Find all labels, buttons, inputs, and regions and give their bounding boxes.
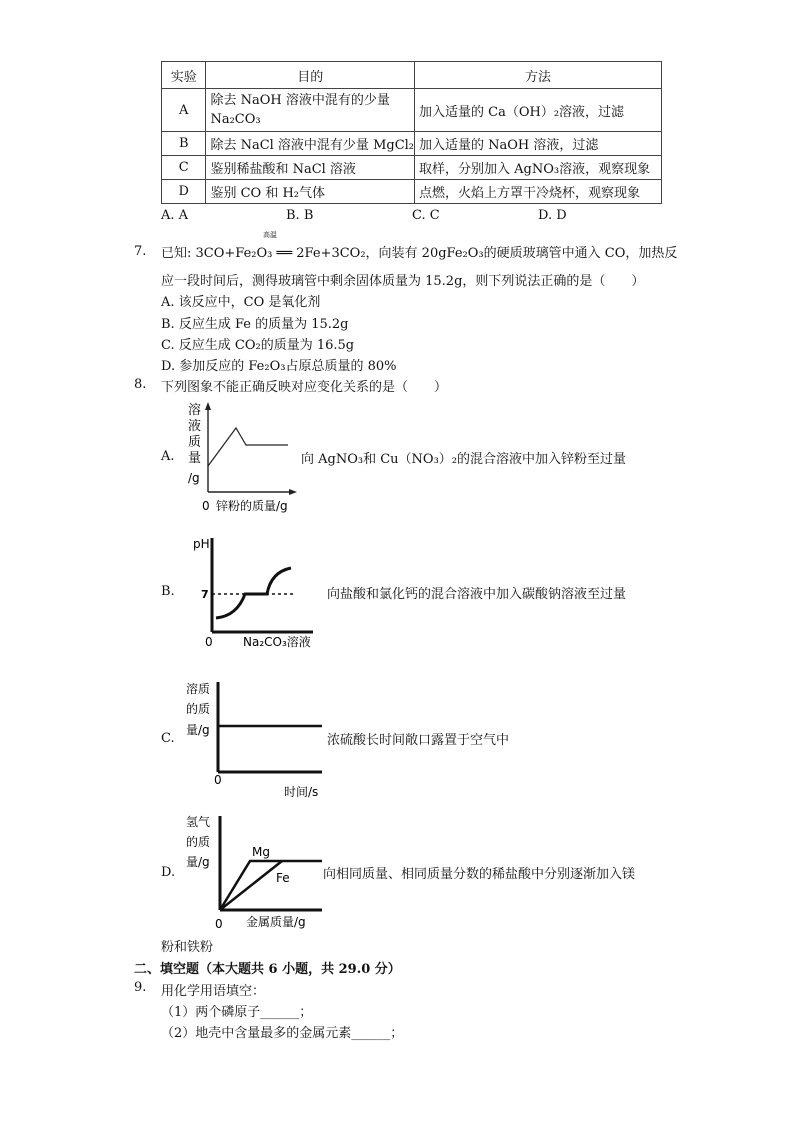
option-label: B. [161, 584, 175, 599]
table-row [162, 156, 662, 180]
origin-label: 0 [205, 635, 213, 649]
table-row [162, 132, 662, 156]
experiment-table [161, 61, 662, 204]
y-axis-label: 溶 [188, 403, 202, 418]
question-stem: 下列图象不能正确反映对应变化关系的是（ ） [161, 380, 448, 395]
y-axis-label: 液 [188, 419, 202, 434]
option-description: 粉和铁粉 [161, 940, 214, 955]
option-description: 向相同质量、相同质量分数的稀盐酸中分别逐渐加入镁 [323, 867, 636, 882]
table-cell-goal: 除去 NaCl 溶液中混有少量 MgCl₂ [206, 132, 415, 156]
table-row [162, 89, 662, 132]
question-number: 8. [134, 377, 147, 392]
question-number: 9. [134, 980, 147, 995]
option-label: A. [161, 449, 175, 464]
y-axis-label: 量 [188, 451, 202, 466]
table-cell-method: 点燃，火焰上方罩干冷烧杯，观察现象 [415, 180, 662, 204]
table-cell-id: C [162, 156, 206, 180]
graph-d [182, 810, 324, 934]
x-axis-label: 金属质量/g [246, 915, 306, 929]
table-cell-method: 加入适量的 NaOH 溶液，过滤 [415, 132, 662, 156]
y-arrow [205, 402, 211, 410]
table-cell-id: B [162, 132, 206, 156]
origin-label: 0 [215, 917, 223, 931]
section-heading: 二、填空题（本大题共 6 小题，共 29.0 分） [134, 962, 401, 977]
curve [216, 568, 291, 618]
y-axis-label: pH [193, 537, 210, 551]
table-header: 方法 [415, 62, 662, 89]
option-description: 浓硫酸长时间敞口露置于空气中 [327, 733, 510, 748]
table-cell-id: D [162, 180, 206, 204]
option: B. B [286, 208, 314, 223]
fill-item: （1）两个磷原子______； [161, 1005, 313, 1020]
table-cell-method: 取样，分别加入 AgNO₃溶液，观察现象 [415, 156, 662, 180]
table-header: 目的 [206, 62, 415, 89]
origin-label: 0 [202, 499, 210, 513]
table-cell-goal: 鉴别稀盐酸和 NaCl 溶液 [206, 156, 415, 180]
y-axis-label: 量/g [186, 723, 210, 737]
reaction-condition: 高温 [263, 231, 277, 239]
option-description: 向 AgNO₃和 Cu（NO₃）₂的混合溶液中加入锌粉至过量 [301, 452, 626, 467]
question-number: 7. [134, 244, 147, 259]
y-axis-label: 氢气 [186, 815, 211, 829]
x-arrow [289, 489, 297, 495]
table-cell-method: 加入适量的 Ca（OH）₂溶液，过滤 [415, 89, 662, 132]
curve [208, 428, 288, 466]
fe-curve [220, 861, 282, 910]
graph-b [185, 528, 325, 653]
table-row [162, 180, 662, 204]
table-cell-goal: 鉴别 CO 和 H₂气体 [206, 180, 415, 204]
y-axis-label: 溶质 [186, 682, 211, 696]
option: C. C [412, 208, 440, 223]
table-cell-goal: 除去 NaOH 溶液中混有的少量 Na₂CO₃ [206, 89, 415, 132]
table-header-row [162, 62, 662, 89]
table-cell-id: A [162, 89, 206, 132]
y-axis-label: 的质 [186, 835, 211, 849]
question-stem: 已知: 3CO+Fe₂O₃ ══ 2Fe+3CO₂，向装有 20gFe₂O₃的硬质玻璃管中通入 CO，加热反 [161, 246, 678, 261]
option-label: D. [161, 865, 176, 880]
option-label: C. [161, 731, 175, 746]
option: B. 反应生成 Fe 的质量为 15.2g [161, 317, 349, 332]
series-label-mg: Mg [252, 845, 270, 859]
y-axis-label: /g [188, 471, 200, 485]
graph-c [180, 678, 325, 800]
y-axis-label: 的质 [186, 702, 211, 716]
x-axis-label: 锌粉的质量/g [216, 499, 288, 513]
question-stem: 用化学用语填空： [161, 984, 266, 999]
series-label-fe: Fe [276, 871, 290, 885]
y-axis-label: 质 [188, 435, 202, 450]
y-axis-label: 量/g [186, 855, 210, 869]
option: A. A [161, 208, 189, 223]
table-header: 实验 [162, 62, 206, 89]
x-axis-label: 时间/s [284, 785, 319, 799]
tick-label: 7 [201, 588, 209, 601]
x-axis-label: Na₂CO₃溶液 [243, 635, 311, 649]
graph-a [180, 398, 305, 516]
option: A. 该反应中，CO 是氧化剂 [161, 295, 321, 310]
option: D. D [538, 208, 567, 223]
option-description: 向盐酸和氯化钙的混合溶液中加入碳酸钠溶液至过量 [327, 587, 627, 602]
origin-label: 0 [214, 773, 222, 787]
fill-item: （2）地壳中含量最多的金属元素______； [161, 1026, 404, 1041]
question-stem: 应一段时间后，测得玻璃管中剩余固体质量为 15.2g，则下列说法正确的是（ ） [161, 274, 645, 289]
option: C. 反应生成 CO₂的质量为 16.5g [161, 338, 355, 353]
option: D. 参加反应的 Fe₂O₃占原总质量的 80% [161, 359, 397, 374]
